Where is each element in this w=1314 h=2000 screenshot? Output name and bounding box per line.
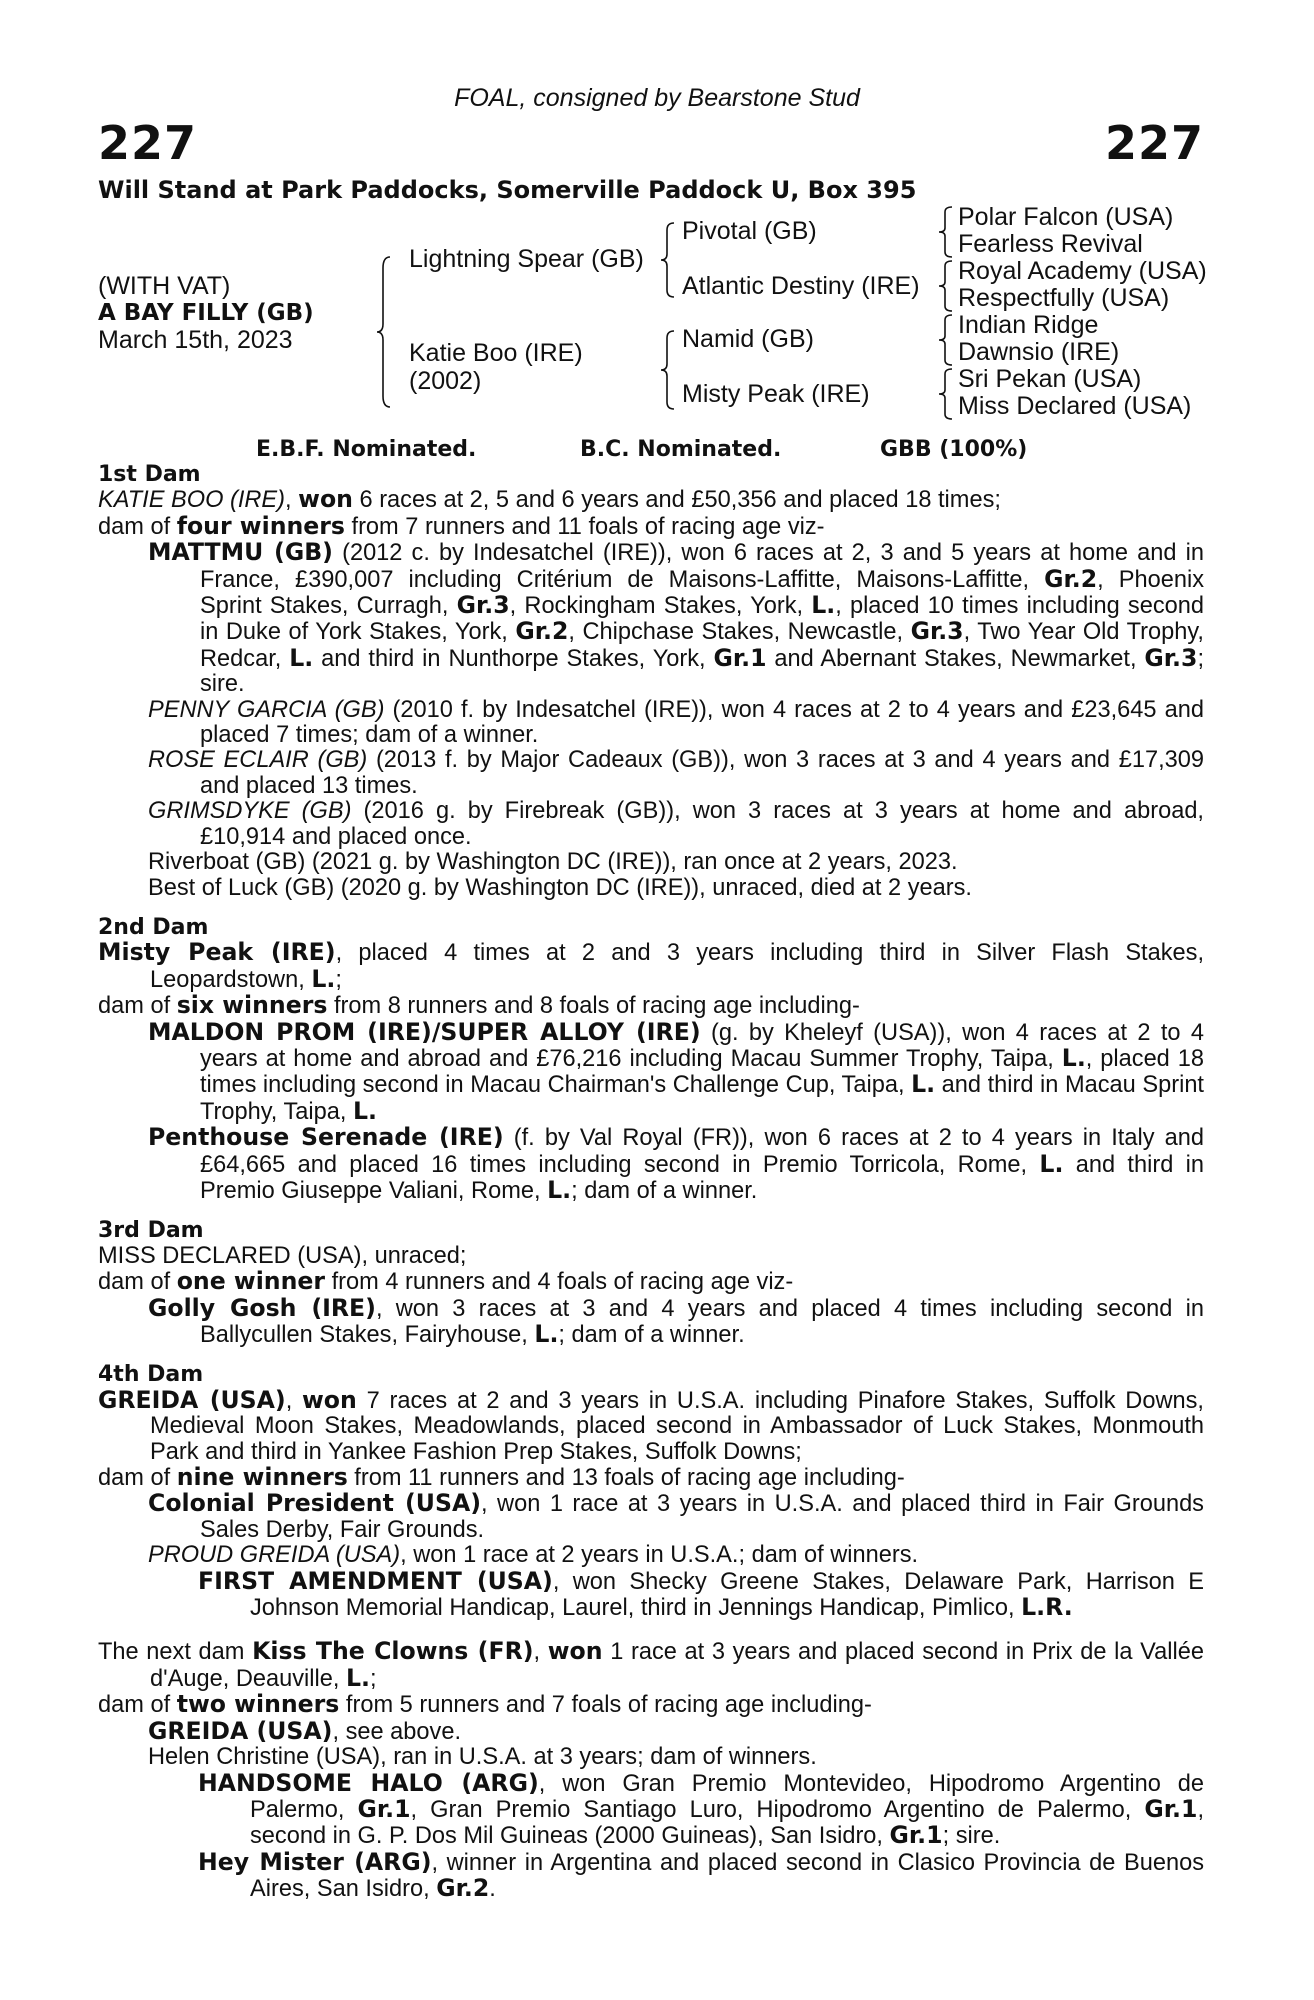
pedigree-ssd: Fearless Revival [958, 230, 1143, 258]
bc-nomination: B.C. Nominated. [580, 437, 782, 462]
pedigree-brace-sire [660, 222, 676, 298]
catalogue-body [98, 462, 1204, 1903]
pedigree-brace-dd [938, 368, 954, 420]
gbb-status: GBB (100%) [880, 437, 1028, 462]
second-dam-offspring-summary: dam of six winners from 8 runners and 8 foals of racing age including- [98, 991, 860, 1020]
grand-produce-entry: HANDSOME HALO (ARG), won Gran Premio Montevideo, Hipodromo Argentino de Palermo, Gr.1, Gran Premio Santiago Luro, Hipodromo Argentino de Palermo, Gr.1, second in G. P. Dos Mil Guineas (2000 Guineas), San Isidro, Gr.1; sire. [198, 1768, 1204, 1850]
pedigree-sire-dam: Atlantic Destiny (IRE) [682, 272, 920, 300]
produce-entry: PROUD GREIDA (USA), won 1 race at 2 years in U.S.A.; dam of winners. [148, 1542, 919, 1569]
produce-entry: Colonial President (USA), won 1 race at 3 years in U.S.A. and placed third in Fair Grounds Sales Derby, Fair Grounds. [148, 1489, 1204, 1543]
produce-entry: Penthouse Serenade (IRE) (f. by Val Royal (FR)), won 6 races at 2 to 4 years in Italy and £64,665 and placed 16 times including second in Premio Torricola, Rome, L. and third in Premio Giuseppe Valiani, Rome, L.; dam of a winner. [148, 1123, 1205, 1204]
second-dam-record: Misty Peak (IRE), placed 4 times at 2 and 3 years including third in Silver Flash Stakes, Leopardstown, L.; [98, 938, 1205, 993]
first-dam-offspring-summary: dam of four winners from 7 runners and 11 foals of racing age viz- [98, 511, 825, 540]
produce-entry: PENNY GARCIA (GB) (2010 f. by Indesatchel (IRE)), won 4 races at 2 to 4 years and £23,645 and placed 7 times; dam of a winner. [148, 696, 1204, 749]
next-dam-record: The next dam Kiss The Clowns (FR), won 1 race at 3 years and placed second in Prix de la Vallée d'Auge, Deauville, L.; [98, 1637, 1204, 1692]
produce-entry: Best of Luck (GB) (2020 g. by Washington DC (IRE)), unraced, died at 2 years. [148, 874, 972, 901]
pedigree-sire-sire: Pivotal (GB) [682, 217, 817, 245]
third-dam-record: MISS DECLARED (USA), unraced; [98, 1242, 467, 1269]
pedigree-dsd: Dawnsio (IRE) [958, 338, 1120, 366]
pedigree-brace-dam [660, 330, 676, 410]
pedigree-sdd: Respectfully (USA) [958, 284, 1170, 312]
produce-entry: GRIMSDYKE (GB) (2016 g. by Firebreak (GB)), won 3 races at 3 years at home and abroad, £10,914 and placed once. [148, 798, 1204, 850]
third-dam-offspring-summary: dam of one winner from 4 runners and 4 foals of racing age viz- [98, 1267, 794, 1296]
second-dam-heading: 2nd Dam [98, 914, 209, 940]
first-dam-heading: 1st Dam [98, 462, 201, 487]
first-dam-record: KATIE BOO (IRE), won 6 races at 2, 5 and 6 years and £50,356 and placed 18 times; [98, 485, 1001, 514]
grand-produce-entry: Hey Mister (ARG), winner in Argentina and placed second in Clasico Provincia de Buenos Aires, San Isidro, Gr.2. [198, 1847, 1204, 1903]
pedigree-brace-ds [938, 314, 954, 366]
lot-number-left: 227 [98, 116, 198, 170]
produce-entry: MALDON PROM (IRE)/SUPER ALLOY (IRE) (g. by Kheleyf (USA)), won 4 races at 2 to 4 years at home and abroad and £76,216 including Macau Summer Trophy, Taipa, L., placed 18 times including second in Macau Chairman's Challenge Cup, Taipa, L. and third in Macau Sprint Trophy, Taipa, L. [148, 1017, 1204, 1125]
pedigree-dds: Sri Pekan (USA) [958, 365, 1142, 393]
grand-produce-entry: FIRST AMENDMENT (USA), won Shecky Greene Stakes, Delaware Park, Harrison E Johnson Memorial Handicap, Laurel, third in Jennings Handicap, Pimlico, L.R. [198, 1566, 1204, 1622]
pedigree-brace-ss [938, 206, 954, 258]
pedigree-sire: Lightning Spear (GB) [409, 245, 644, 273]
pedigree-sds: Royal Academy (USA) [958, 257, 1207, 285]
vat-note: (WITH VAT) [98, 272, 231, 300]
pedigree-brace-main [376, 256, 392, 408]
next-dam-offspring-summary: dam of two winners from 5 runners and 7 foals of racing age including- [98, 1690, 872, 1719]
pedigree-dss: Indian Ridge [958, 311, 1099, 339]
date-of-birth: March 15th, 2023 [98, 326, 293, 354]
pedigree-brace-sd [938, 260, 954, 312]
produce-entry: GREIDA (USA), see above. [148, 1716, 462, 1745]
fourth-dam-offspring-summary: dam of nine winners from 11 runners and 13 foals of racing age including- [98, 1463, 905, 1492]
pedigree-dam-dam: Misty Peak (IRE) [682, 380, 870, 408]
pedigree-dam-sire: Namid (GB) [682, 325, 814, 353]
pedigree-dam: Katie Boo (IRE) [409, 339, 583, 367]
consignor-line: FOAL, consigned by Bearstone Stud [454, 84, 860, 112]
produce-entry: MATTMU (GB) (2012 c. by Indesatchel (IRE)), won 6 races at 2, 3 and 5 years at home and in France, £390,007 including Critérium de Maisons-Laffitte, Maisons-Laffitte, Gr.2, Phoenix Sprint Stakes, Curragh, Gr.3, Rockingham Stakes, York, L., placed 10 times including second in Duke of York Stakes, York, Gr.2, Chipchase Stakes, Newcastle, Gr.3, Two Year Old Trophy, Redcar, L. and third in Nunthorpe Stakes, York, Gr.1 and Abernant Stakes, Newmarket, Gr.3; sire. [148, 538, 1205, 698]
lot-number-right: 227 [1104, 116, 1204, 170]
produce-entry: Helen Christine (USA), ran in U.S.A. at 3 years; dam of winners. [148, 1744, 817, 1771]
produce-entry: Riverboat (GB) (2021 g. by Washington DC (IRE)), ran once at 2 years, 2023. [148, 849, 958, 876]
fourth-dam-record: GREIDA (USA), won 7 races at 2 and 3 years in U.S.A. including Pinafore Stakes, Suffolk Downs, Medieval Moon Stakes, Meadowlands, placed second in Ambassador of Luck Stakes, Monmouth Park and third in Yankee Fashion Prep Stakes, Suffolk Downs; [98, 1385, 1204, 1465]
ebf-nomination: E.B.F. Nominated. [256, 437, 477, 462]
fourth-dam-heading: 4th Dam [98, 1362, 204, 1388]
pedigree-sss: Polar Falcon (USA) [958, 203, 1174, 231]
pedigree-ddd: Miss Declared (USA) [958, 392, 1192, 420]
pedigree-dam-year: (2002) [409, 367, 482, 395]
produce-entry: ROSE ECLAIR (GB) (2013 f. by Major Cadeaux (GB)), won 3 races at 3 and 4 years and £17,309 and placed 13 times. [148, 747, 1204, 799]
third-dam-heading: 3rd Dam [98, 1218, 204, 1244]
lot-subject-name: A BAY FILLY (GB) [98, 300, 314, 326]
stand-location: Will Stand at Park Paddocks, Somerville Paddock U, Box 395 [98, 176, 917, 204]
produce-entry: Golly Gosh (IRE), won 3 races at 3 and 4 years and placed 4 times including second in Ballycullen Stakes, Fairyhouse, L.; dam of a winner. [148, 1293, 1204, 1348]
